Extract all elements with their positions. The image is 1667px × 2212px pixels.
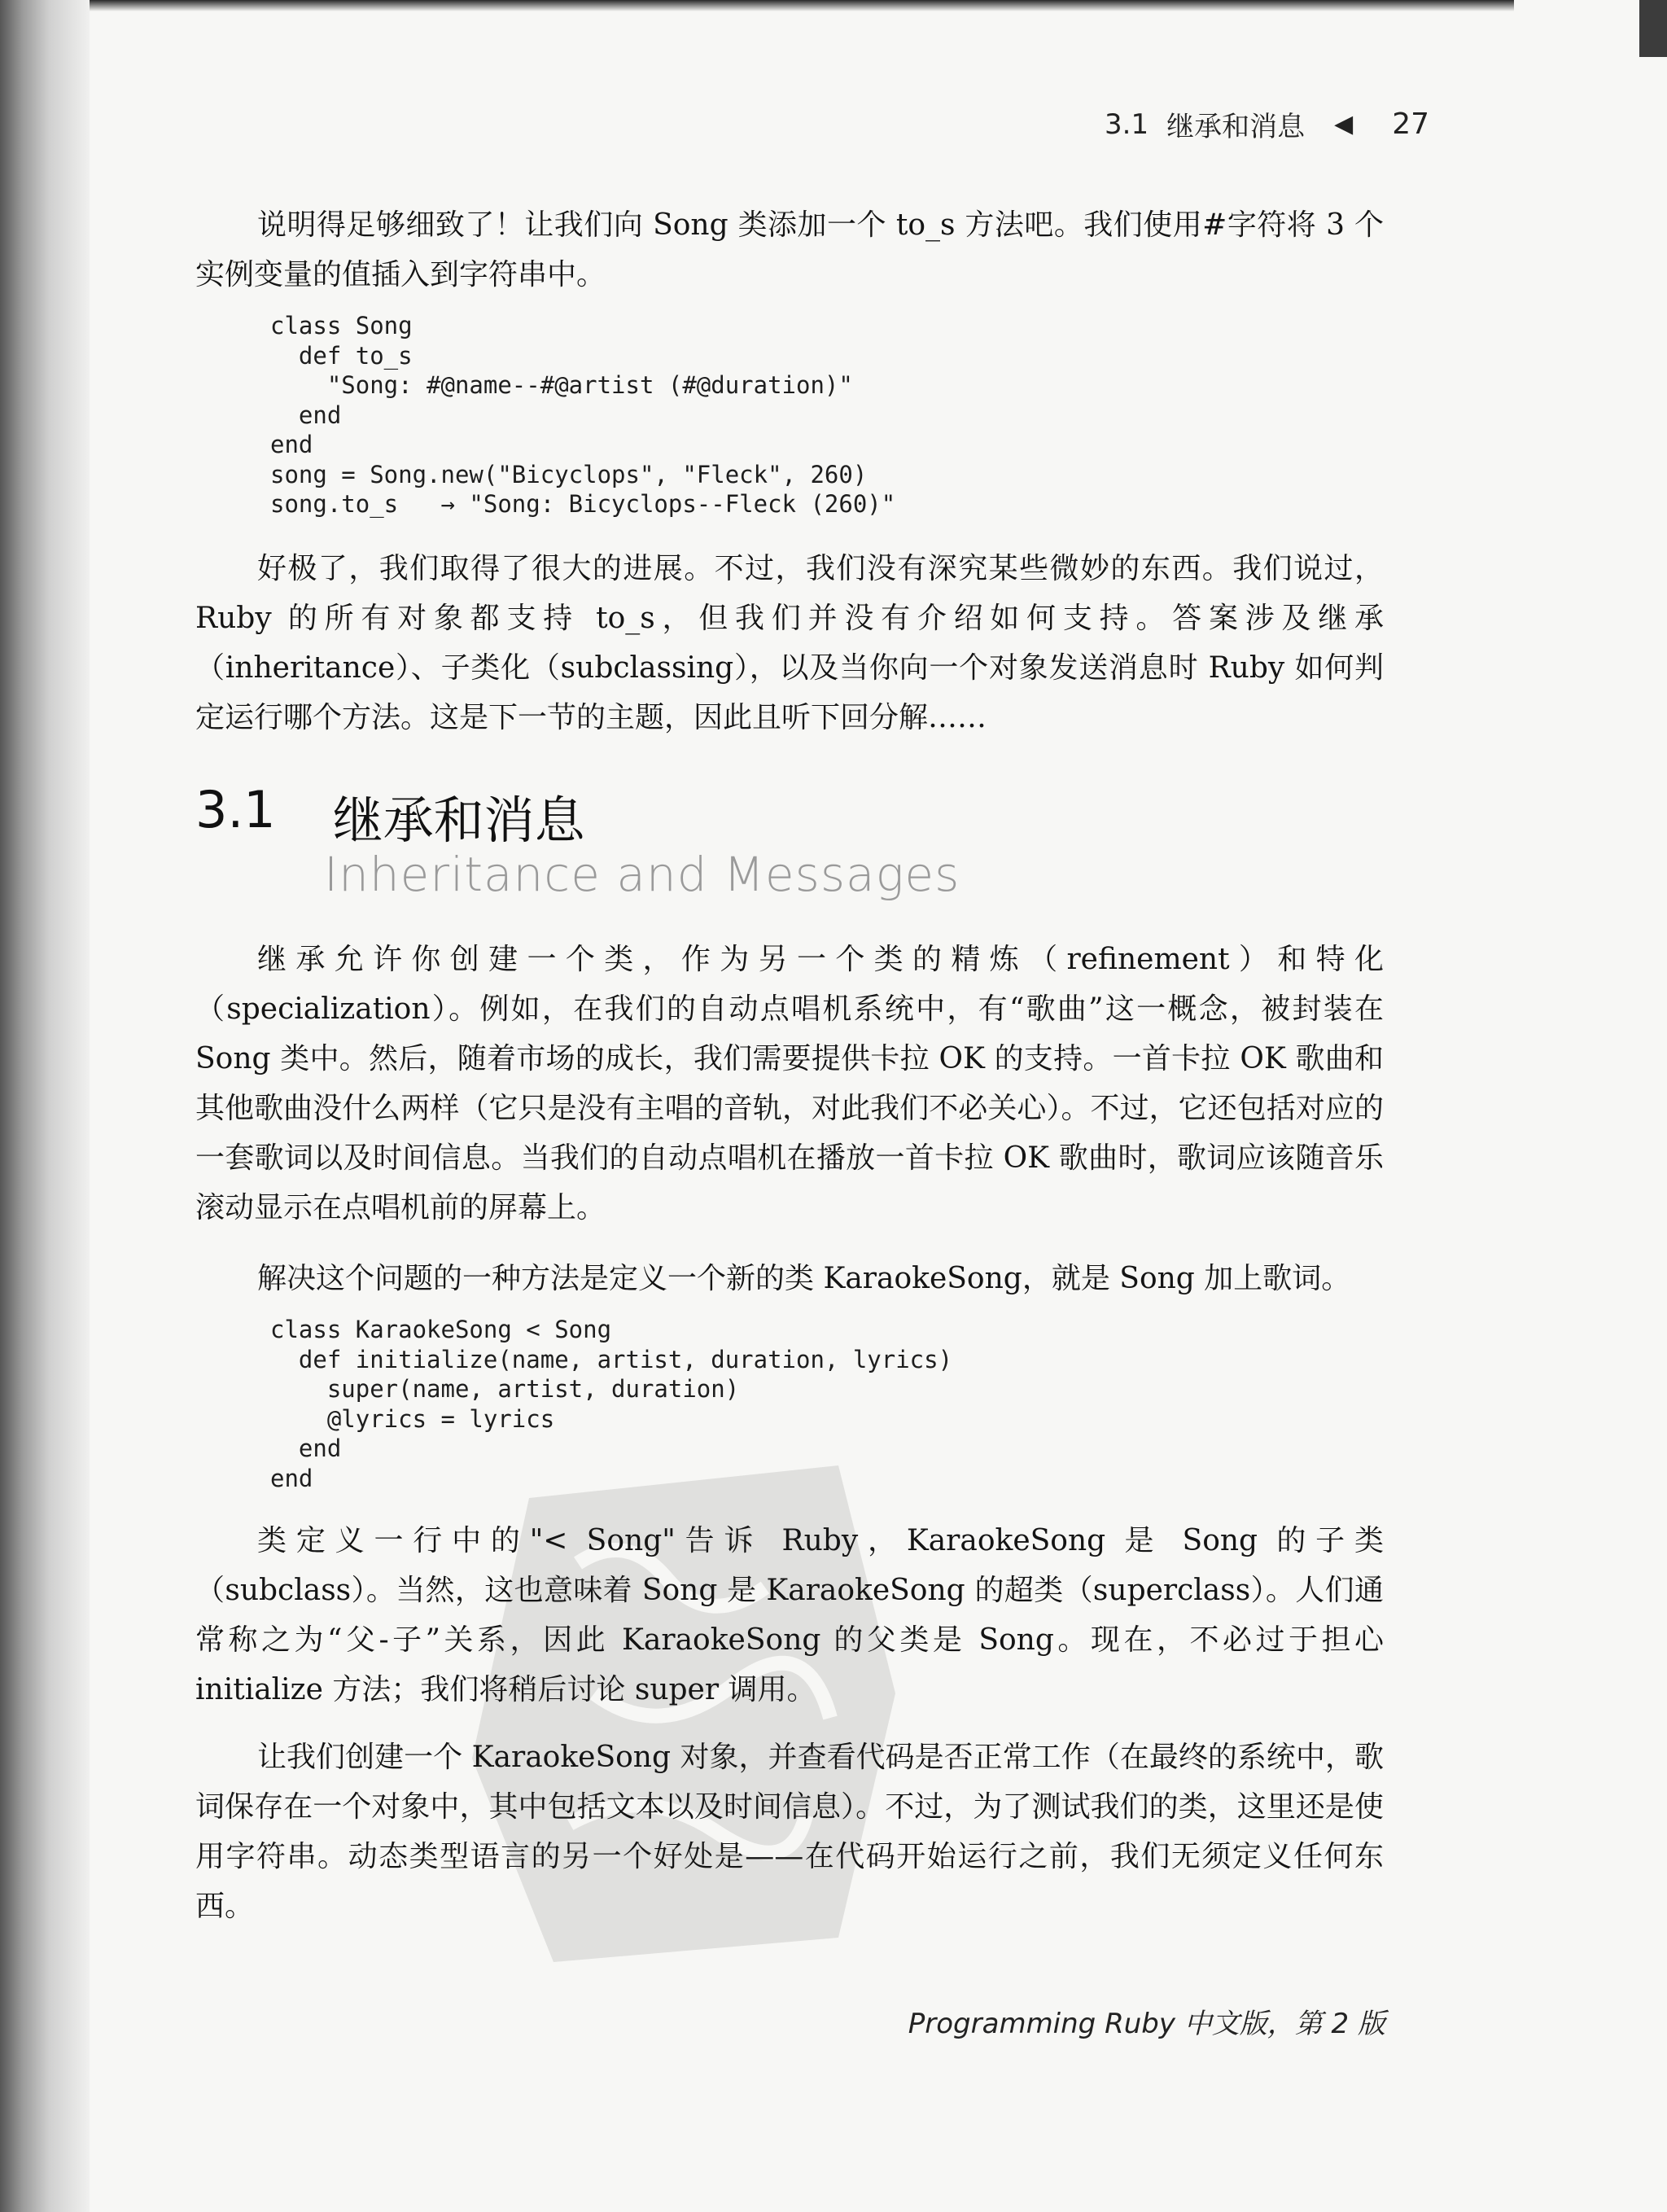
section-title: 继承和消息 xyxy=(332,791,585,850)
section-subtitle: Inheritance and Messages xyxy=(324,847,960,902)
paragraph-subclass: 类定义一行中的"< Song"告诉 Ruby，KaraokeSong 是 Song 的子类（subclass）。当然，这也意味着 Song 是 KaraokeSong 的超类（superclass）。人们通常称之为“父-子”关系，因此 KaraokeSong 的父类是 Song。现在，不必过于担心 initialize 方法；我们将稍后讨论 super 调用。 xyxy=(195,1524,1384,1706)
section-heading xyxy=(195,780,585,852)
paragraph-create-object: 让我们创建一个 KaraokeSong 对象，并查看代码是否正常工作（在最终的系统中，歌词保存在一个对象中，其中包括文本以及时间信息）。不过，为了测试我们的类，这里还是使用字符串。动态类型语言的另一个好处是——在代码开始运行之前，我们无须定义任何东西。 xyxy=(195,1741,1384,1923)
running-head-title: 继承和消息 xyxy=(1166,111,1306,143)
left-triangle-icon: ◀ xyxy=(1334,110,1354,138)
scan-edge-left xyxy=(0,0,90,2212)
paragraph-progress: 好极了，我们取得了很大的进展。不过，我们没有深究某些微妙的东西。我们说过，Ruby 的所有对象都支持 to_s，但我们并没有介绍如何支持。答案涉及继承（inheritance）、子类化（subclassing），以及当你向一个对象发送消息时 Ruby 如何判定运行哪个方法。这是下一节的主题，因此且听下回分解…… xyxy=(195,552,1384,734)
running-head-section-number: 3.1 xyxy=(1105,107,1149,141)
book-footer: Programming Ruby 中文版，第 2 版 xyxy=(908,2008,1385,2040)
paragraph-intro: 说明得足够细致了！让我们向 Song 类添加一个 to_s 方法吧。我们使用#字符将 3 个实例变量的值插入到字符串中。 xyxy=(195,208,1384,291)
paragraph-inheritance: 继承允许你创建一个类，作为另一个类的精炼（refinement）和特化（specialization）。例如，在我们的自动点唱机系统中，有“歌曲”这一概念，被封装在 Song 类中。然后，随着市场的成长，我们需要提供卡拉 OK 的支持。一首卡拉 OK 歌曲和其他歌曲没什么两样（它只是没有主唱的音轨，对此我们不必关心）。不过，它还包括对应的一套歌词以及时间信息。当我们的自动点唱机在播放一首卡拉 OK 歌曲时，歌词应该随音乐滚动显示在点唱机前的屏幕上。 xyxy=(195,943,1384,1224)
running-head xyxy=(1105,104,1429,144)
page-number: 27 xyxy=(1392,107,1429,141)
code-block-song-to-s: class Song def to_s "Song: #@name--#@artist (#@duration)" end end song = Song.new("Bicyclops", "Fleck", 260) song.to_s → "Song: Bicyclops--Fleck (260)" xyxy=(270,312,896,518)
scan-edge-top xyxy=(90,0,1514,11)
paragraph-karaoke-solution: 解决这个问题的一种方法是定义一个新的类 KaraokeSong，就是 Song 加上歌词。 xyxy=(257,1262,1351,1295)
code-block-karaoke-song: class KaraokeSong < Song def initialize(name, artist, duration, lyrics) super(name, artist, duration) @lyrics = lyrics end end xyxy=(270,1316,953,1492)
section-number: 3.1 xyxy=(195,780,276,839)
scan-edge-right xyxy=(1639,0,1667,57)
